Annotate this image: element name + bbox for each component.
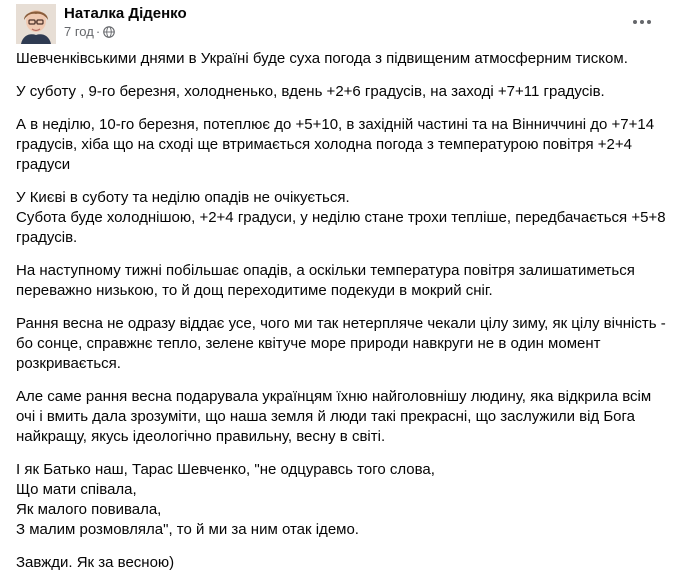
post-text-line: А в неділю, 10-го березня, потеплює до +5+10, в західній частині та на Вінниччині до +7+14 [16, 116, 655, 133]
post-paragraph [16, 261, 662, 301]
post-time[interactable]: 7 год [64, 24, 94, 39]
post-paragraph [16, 460, 662, 540]
post-paragraph [16, 49, 662, 69]
post-text-line: І як Батько наш, Тарас Шевченко, "не одцуравсь того слова, [16, 461, 435, 478]
post-text-line: очі і вмить дала зрозуміти, що наша земля й люди такі прекрасні, що заслужили від Бога [16, 408, 636, 425]
post-text-line: градусів, хіба що на сході ще втримається холодна погода з температурою повітря +2+4 [16, 136, 632, 153]
avatar-portrait-icon [16, 4, 56, 44]
post-text-line: Субота буде холоднішою, +2+4 градуси, у неділю стане трохи тепліше, передбачається +5+8 [16, 209, 666, 226]
post-text-line: Шевченківськими днями в Україні буде суха погода з підвищеним атмосферним тиском. [16, 50, 628, 67]
post-text-line: градуси [16, 156, 71, 173]
post-paragraph [16, 314, 666, 374]
post-paragraph [16, 188, 666, 248]
post-text-line: У суботу , 9-го березня, холодненько, вдень +2+6 градусів, на заході +7+11 градусів. [16, 83, 605, 100]
post-paragraph [16, 553, 662, 573]
post-text-line: переважно низькою, то й дощ переходитиме подекуди в мокрий сніг. [16, 282, 493, 299]
post-text-line: бо сонце, справжнє тепло, зелене квітуче море природи навкруги не в один момент [16, 335, 601, 352]
post-text-line: Але саме рання весна подарувала українцям їхню найголовнішу людину, яка відкрила всім [16, 388, 652, 405]
post-text-line: розкривається. [16, 355, 121, 372]
post-header [0, 0, 678, 48]
post-paragraph [16, 82, 662, 102]
post-paragraph [16, 387, 662, 447]
post-text [16, 49, 666, 586]
post-paragraph [16, 115, 662, 175]
post-text-line: У Києві в суботу та неділю опадів не очікується. [16, 189, 350, 206]
post-text-line: На наступному тижні побільшає опадів, а оскільки температура повітря залишатиметься [16, 262, 635, 279]
globe-icon[interactable] [103, 26, 115, 38]
post-text-line: градусів. [16, 229, 78, 246]
post-text-line: найкращу, якусь ідеологічно правильну, весну в світі. [16, 428, 386, 445]
post-text-line: Завжди. Як за весною) [16, 554, 175, 571]
author-avatar[interactable] [16, 4, 56, 44]
more-options-icon [633, 20, 637, 24]
more-options-button[interactable] [624, 4, 660, 40]
post-meta [64, 24, 115, 40]
separator-dot: · [95, 24, 101, 39]
post-text-line: Як малого повивала, [16, 501, 162, 518]
post-text-line: З малим розмовляла", то й ми за ним отак ідемо. [16, 521, 359, 538]
post-text-line: Що мати співала, [16, 481, 137, 498]
author-name[interactable]: Наталка Діденко [64, 5, 187, 22]
post-text-line: Рання весна не одразу віддає усе, чого ми так нетерпляче чекали цілу зиму, як цілу вічність - [16, 315, 666, 332]
